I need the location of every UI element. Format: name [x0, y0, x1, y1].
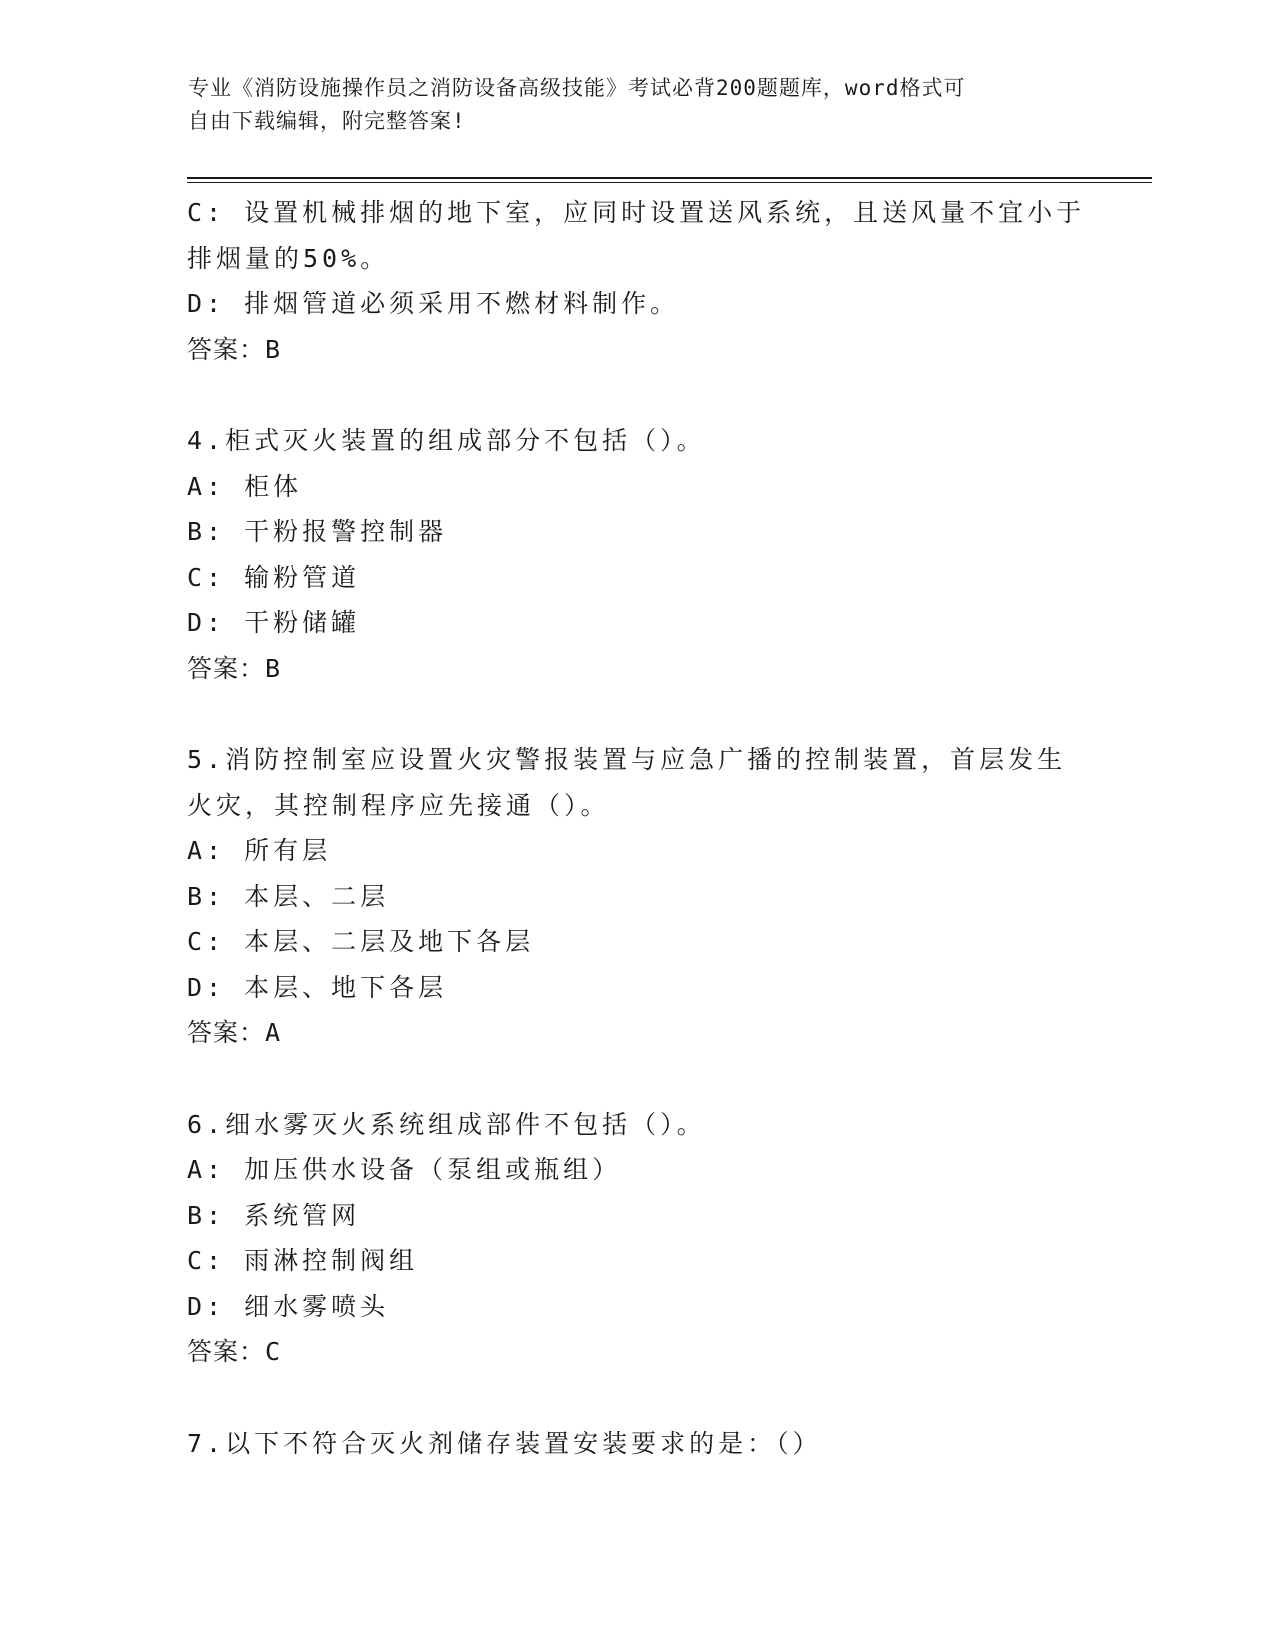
question-7 — [187, 1421, 1087, 1467]
question-stem: 4.柜式灭火装置的组成部分不包括（）。 — [187, 426, 706, 455]
option-d: D: 本层、地下各层 — [187, 972, 448, 1002]
question-5 — [187, 737, 1087, 1056]
option-b: B: 系统管网 — [187, 1200, 361, 1230]
question-stem: 5.消防控制室应设置火灾警报装置与应急广播的控制装置，首层发生 — [187, 745, 1067, 774]
spacer — [187, 691, 1087, 737]
option-d: D: 干粉储罐 — [187, 608, 361, 637]
option-b: B: 干粉报警控制器 — [187, 517, 448, 546]
option-c: C: 输粉管道 — [187, 562, 361, 592]
answer: 答案：B — [187, 653, 282, 683]
option-d: D: 细水雾喷头 — [187, 1291, 390, 1321]
option-c: C: 本层、二层及地下各层 — [187, 927, 535, 956]
header-line-1: 专业《消防设施操作员之消防设备高级技能》考试必背200题题库，word格式可 — [188, 76, 966, 100]
spacer — [187, 372, 1087, 418]
document-header — [188, 72, 1068, 138]
header-divider-thick — [187, 177, 1152, 179]
question-3-continued — [187, 190, 1087, 372]
answer: 答案：A — [187, 1018, 282, 1047]
option-a: A: 柜体 — [187, 471, 303, 501]
header-line-2: 自由下载编辑，附完整答案! — [188, 109, 466, 133]
option-c: C: 雨淋控制阀组 — [187, 1246, 419, 1275]
option-a: A: 加压供水设备（泵组或瓶组） — [187, 1155, 622, 1184]
option-a: A: 所有层 — [187, 836, 332, 865]
question-content — [187, 190, 1087, 1466]
option-c: C: 设置机械排烟的地下室，应同时设置送风系统，且送风量不宜小于 — [187, 198, 1086, 227]
question-6 — [187, 1102, 1087, 1375]
option-d: D: 排烟管道必须采用不燃材料制作。 — [187, 289, 680, 318]
question-stem: 6.细水雾灭火系统组成部件不包括（）。 — [187, 1109, 706, 1139]
question-4 — [187, 418, 1087, 691]
question-stem: 7.以下不符合灭火剂储存装置安装要求的是：（） — [187, 1428, 822, 1458]
header-divider-thin — [187, 182, 1152, 183]
question-stem-continued: 火灾，其控制程序应先接通（）。 — [187, 790, 610, 820]
option-c-continued: 排烟量的50%。 — [187, 243, 390, 273]
spacer — [187, 1056, 1087, 1102]
answer: 答案：B — [187, 334, 282, 364]
spacer — [187, 1375, 1087, 1421]
answer: 答案：C — [187, 1337, 282, 1366]
option-b: B: 本层、二层 — [187, 881, 390, 911]
